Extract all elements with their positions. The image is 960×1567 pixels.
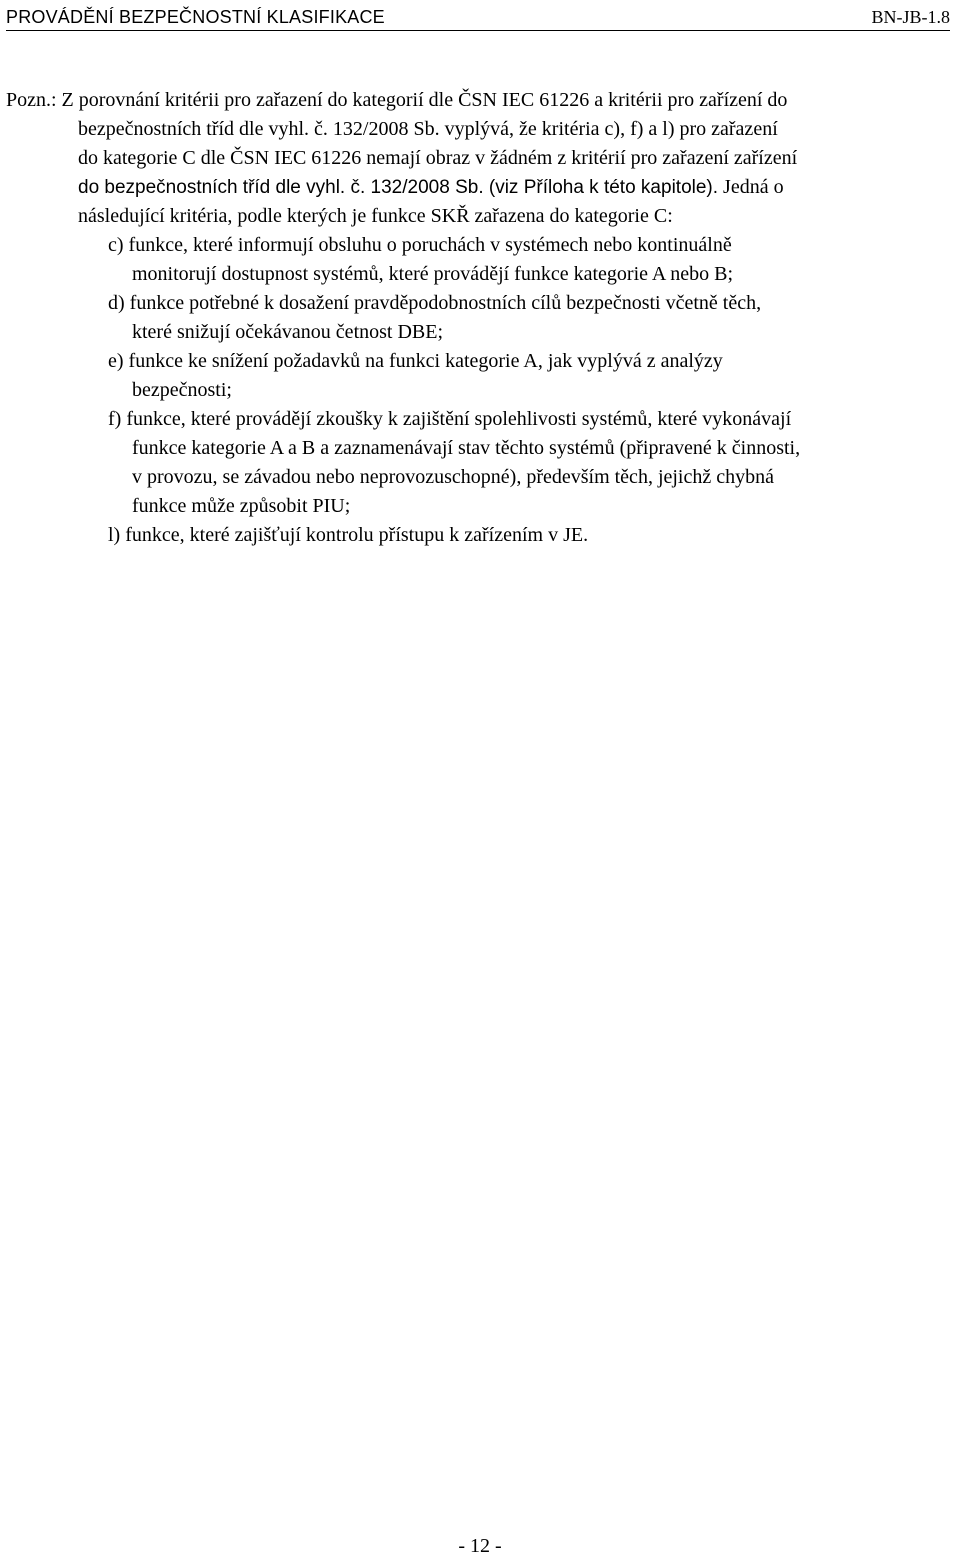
document-code: BN-JB-1.8 <box>871 7 950 27</box>
criterion-item-continuation: monitorují dostupnost systémů, které provádějí funkce kategorie A nebo B; <box>132 263 734 285</box>
page-header <box>6 4 950 31</box>
criterion-item: f) funkce, které provádějí zkoušky k zajištění spolehlivosti systémů, které vykonávají <box>108 408 792 430</box>
criterion-item-continuation: v provozu, se závadou nebo neprovozuschopné), především těch, jejichž chybná <box>132 466 774 488</box>
criterion-item: e) funkce ke snížení požadavků na funkci kategorie A, jak vyplývá z analýzy <box>108 350 723 372</box>
page-number: - 12 - <box>458 1535 502 1557</box>
criterion-item-continuation: bezpečnosti; <box>132 379 232 401</box>
criterion-item-continuation: funkce může způsobit PIU; <box>132 495 351 517</box>
criterion-item: c) funkce, které informují obsluhu o poruchách v systémech nebo kontinuálně <box>108 234 732 256</box>
note-line: následující kritéria, podle kterých je funkce SKŘ zařazena do kategorie C: <box>78 205 673 227</box>
note-line: bezpečnostních tříd dle vyhl. č. 132/2008 Sb. vyplývá, že kritéria c), f) a l) pro zařazení <box>78 118 778 140</box>
note-line <box>6 86 956 115</box>
criterion-item: d) funkce potřebné k dosažení pravděpodobnostních cílů bezpečnosti včetně těch, <box>108 292 762 314</box>
note-paragraph <box>6 86 956 550</box>
note-reference: do bezpečnostních tříd dle vyhl. č. 132/2008 Sb. (viz Příloha k této kapitole). <box>78 177 719 198</box>
document-title: PROVÁDĚNÍ BEZPEČNOSTNÍ KLASIFIKACE <box>6 7 385 27</box>
criterion-item-continuation: které snižují očekávanou četnost DBE; <box>132 321 444 343</box>
note-line <box>6 173 956 202</box>
note-text: : Z porovnání kritérii pro zařazení do kategorií dle ČSN IEC 61226 a kritérii pro zařízení do <box>51 89 788 111</box>
note-text: Jedná o <box>718 176 784 198</box>
note-label: Pozn. <box>6 89 51 111</box>
note-line: do kategorie C dle ČSN IEC 61226 nemají obraz v žádném z kritérií pro zařazení zařízení <box>78 147 798 169</box>
criterion-item-continuation: funkce kategorie A a B a zaznamenávají stav těchto systémů (připravené k činnosti, <box>132 437 801 459</box>
criterion-item: l) funkce, které zajišťují kontrolu přístupu k zařízením v JE. <box>108 524 589 546</box>
